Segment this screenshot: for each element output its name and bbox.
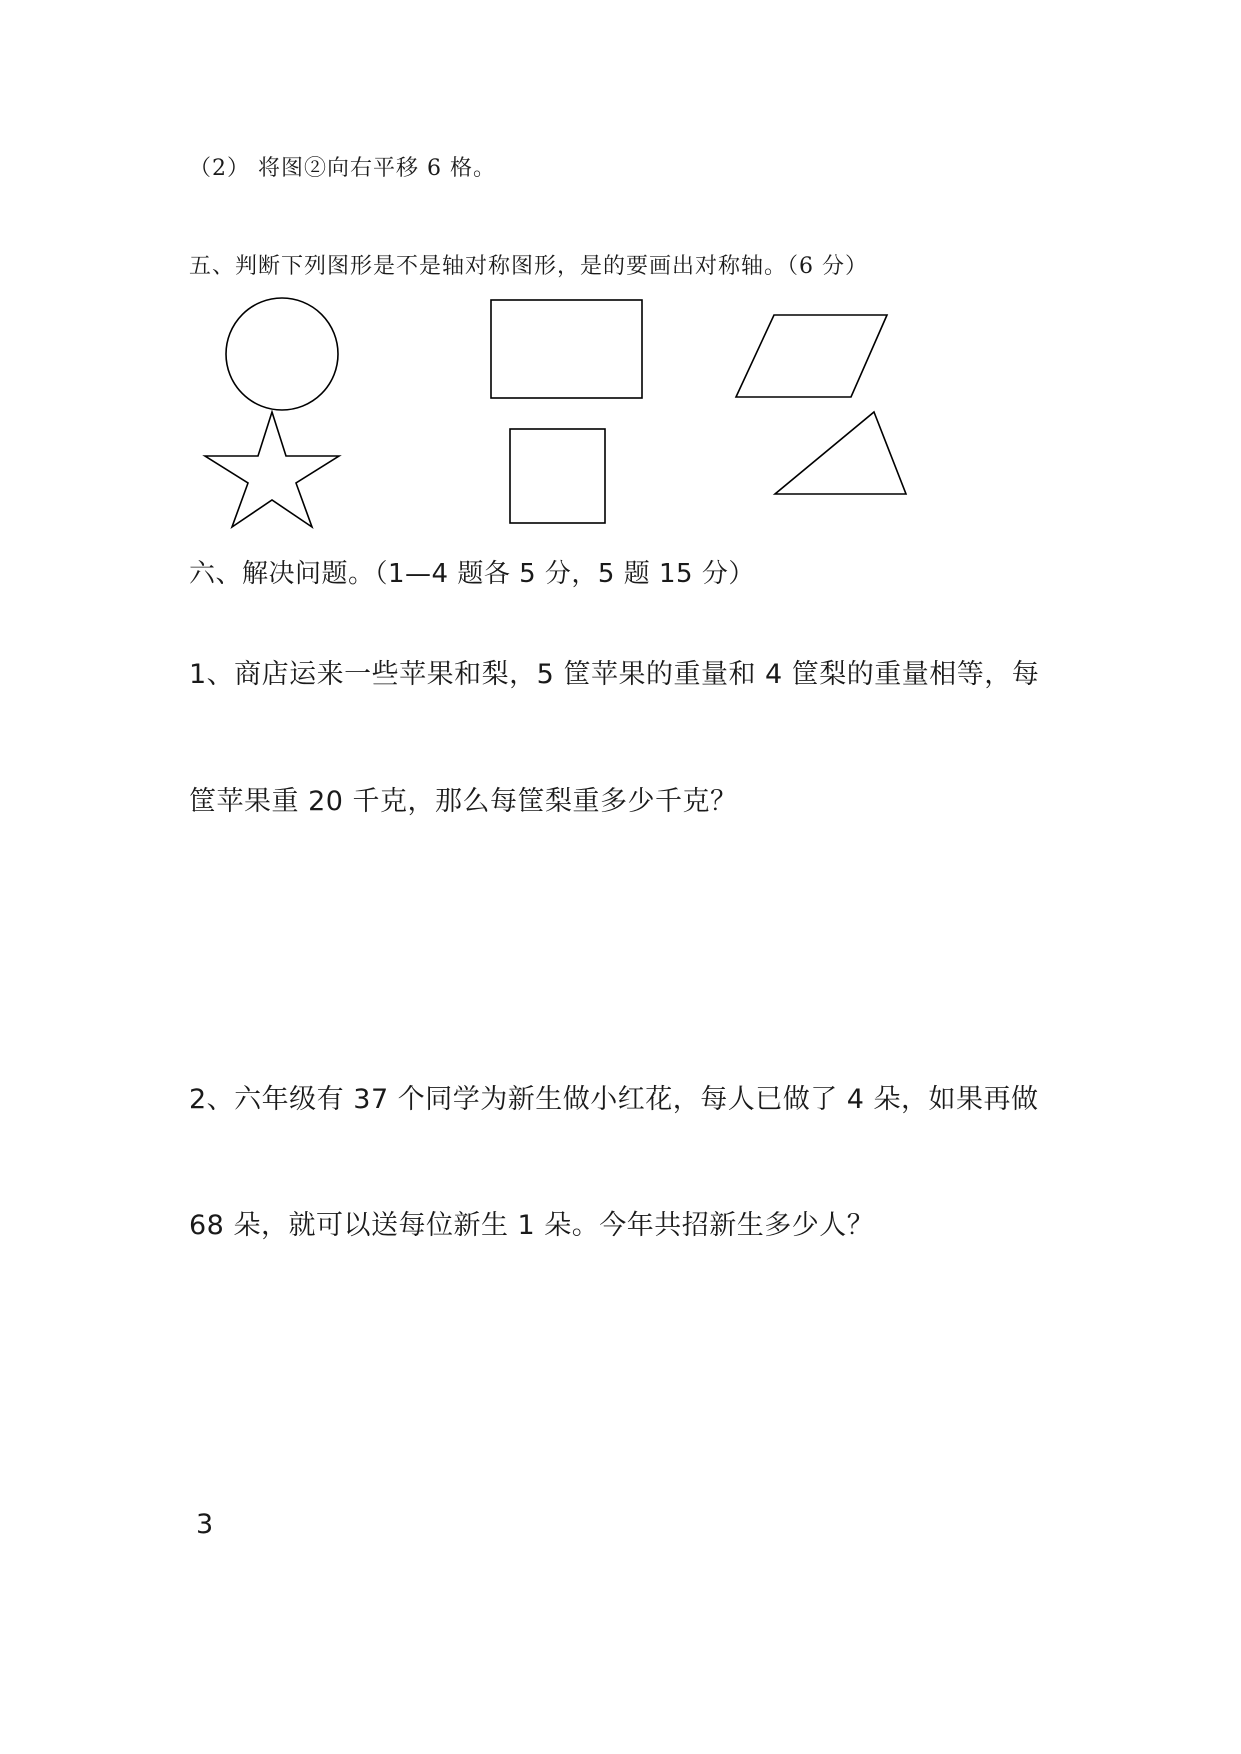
triangle-shape <box>775 412 906 494</box>
parallelogram-shape <box>736 315 887 397</box>
rectangle-shape <box>491 300 642 398</box>
star-shape <box>205 412 339 527</box>
question-1-line-2: 筐苹果重 20 千克，那么每筐梨重多少千克？ <box>189 786 738 817</box>
question-1-line-1: 1、商店运来一些苹果和梨，5 筐苹果的重量和 4 筐梨的重量相等，每 <box>189 659 1040 690</box>
square-shape <box>510 429 605 523</box>
question-2-line-2: 68 朵，就可以送每位新生 1 朵。今年共招新生多少人？ <box>189 1210 875 1241</box>
question-2-line-1: 2、六年级有 37 个同学为新生做小红花，每人已做了 4 朵，如果再做 <box>189 1084 1039 1115</box>
circle-shape <box>226 298 338 410</box>
sub-question-2: （2） 将图②向右平移 6 格。 <box>189 156 496 181</box>
symmetry-shapes-figure <box>0 0 1241 600</box>
section-five-heading: 五、判断下列图形是不是轴对称图形，是的要画出对称轴。（6 分） <box>189 254 868 279</box>
page-number: 3 <box>196 1509 214 1540</box>
section-six-heading: 六、解决问题。（1—4 题各 5 分，5 题 15 分） <box>189 559 755 589</box>
